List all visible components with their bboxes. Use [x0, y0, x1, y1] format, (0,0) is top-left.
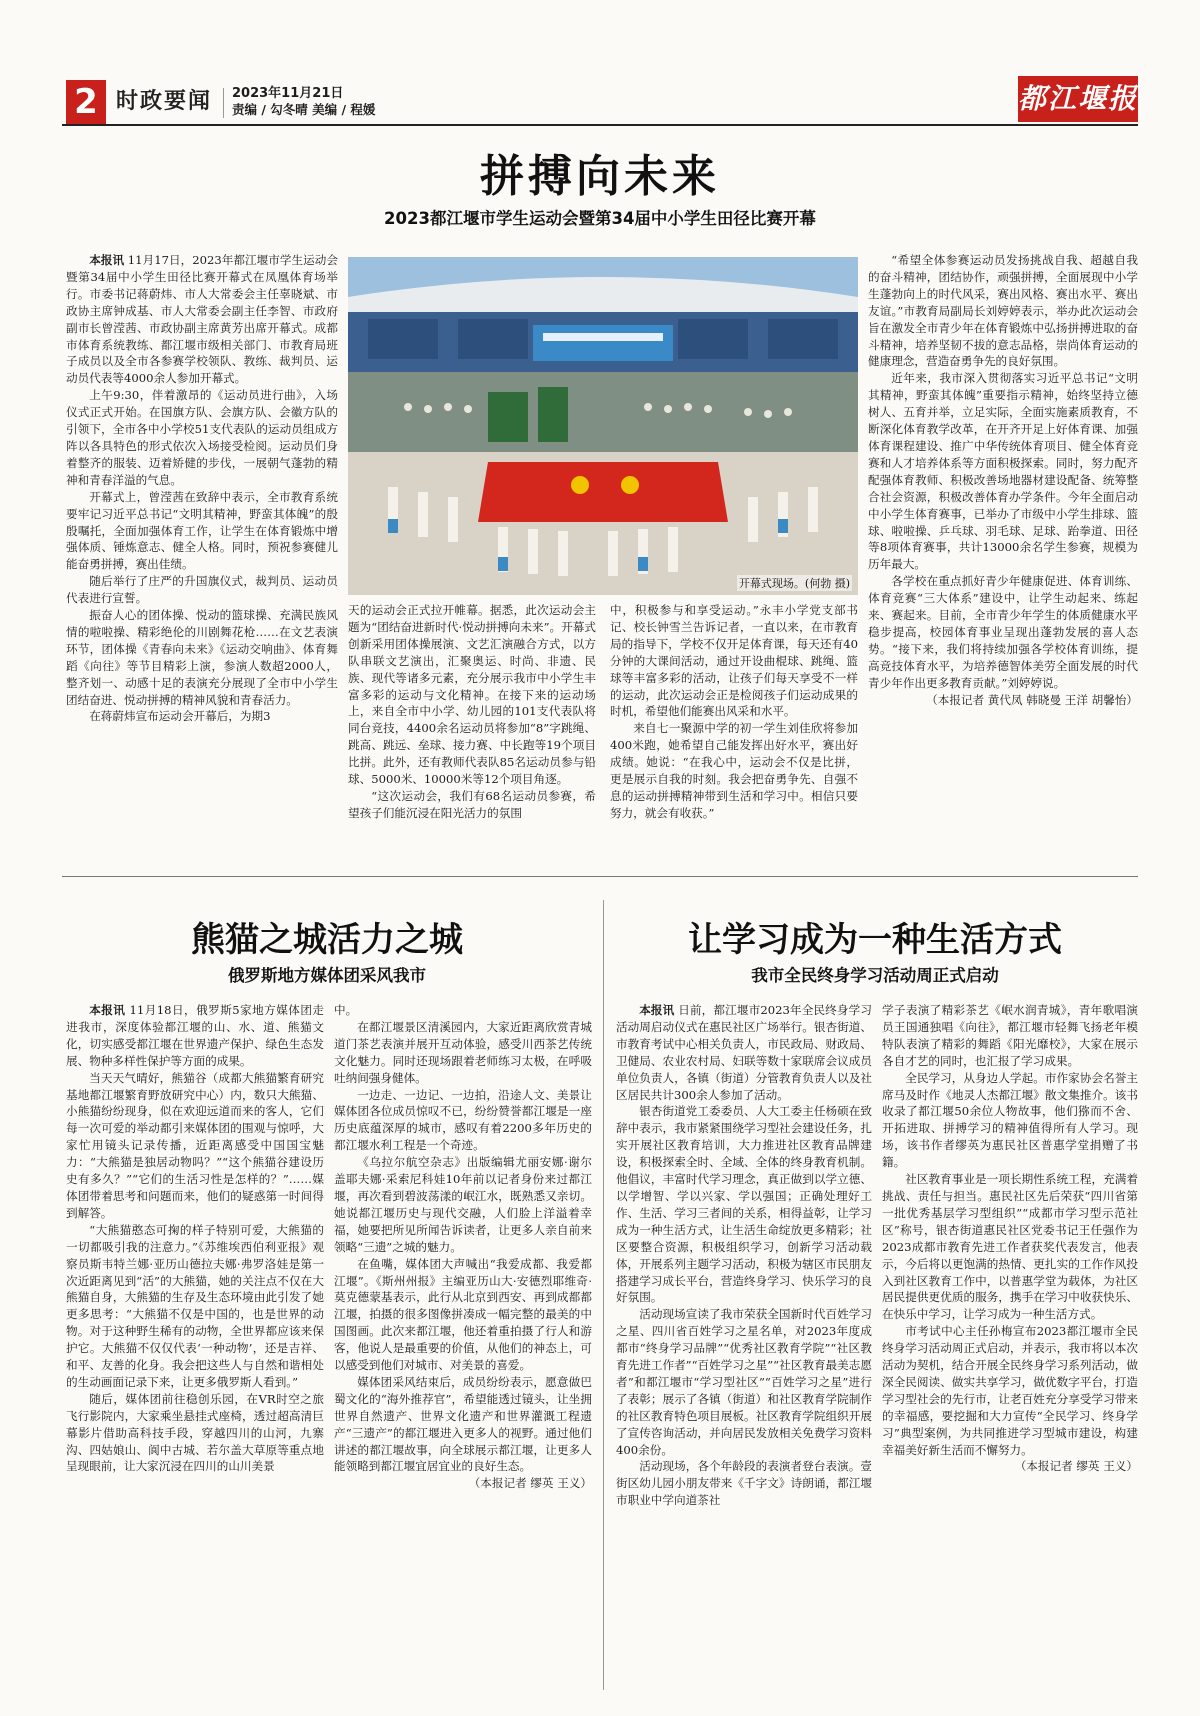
paragraph — [334, 1087, 592, 1155]
paragraph-text: 一边走、一边记、一边拍，沿途人文、美景让媒体团各位成员惊叹不已，纷纷赞誉都江堰是一座历史底蕴深厚的城市，感叹有着2200多年历史的都江堰水利工程是一个奇迹。 — [334, 1087, 592, 1153]
paragraph-text: “希望全体参赛运动员发扬挑战自我、超越自我的奋斗精神，团结协作，顽强拼搏，全面展现中小学生蓬勃向上的时代风采，赛出风格、赛出水平、赛出友谊。”市教育局副局长刘婷婷表示，举办此次运动会旨在激发全市青少年在体育锻炼中弘扬拼搏进取的奋斗精神，培养坚韧不拔的意志品格，崇尚体育运动的健康理念，营造奋勇争先的良好氛围。 — [868, 253, 1138, 369]
paragraph-text: （本报记者 缪英 王义） — [1014, 1459, 1138, 1474]
paragraph-text: 中，积极参与和享受运动。”永丰小学党支部书记、校长钟雪兰告诉记者，一直以来，在市教育局的指导下，学校不仅开足体育课，每天还有40分钟的大课间活动，通过开设曲棍球、跳绳、篮球等丰富多彩的活动，让孩子们每天享受不一样的运动，此次运动会正是检阅孩子们运动成果的时机，希望他们能赛出风采和水平。 — [610, 603, 858, 719]
paragraph — [66, 1002, 324, 1070]
paragraph-text: 来自七一聚源中学的初一学生刘佳欣将参加400米跑，她希望自己能发挥出好水平，赛出好成绩。她说：“在我心中，运动会不仅是比拼，更是展示自我的时刻。我会把奋勇争先、自强不息的运动拼搏精神带到生活和学习中。相信只要努力，就会有收获。” — [610, 721, 858, 820]
paragraph-text: 全民学习，从身边人学起。市作家协会名誉主席马及时作《地灵人杰都江堰》散文集推介。该书收录了都江堰50余位人物故事，他们猕而不舍、开拓进取、拼搏学习的精神值得所有人学习。现场，该书作者缪英为惠民社区普惠学堂捐赠了书籍。 — [882, 1070, 1138, 1170]
article3-column-2 — [882, 1002, 1138, 1687]
issue-date: 2023年11月21日 — [232, 86, 344, 101]
paragraph — [882, 1002, 1138, 1070]
paragraph — [616, 1458, 872, 1509]
article3-title: 让学习成为一种生活方式 — [688, 920, 1062, 960]
paragraph-text: 学子表演了精彩茶艺《岷水润青城》，青年歌唱演员王国通独唱《向往》，都江堰市轻舞飞扬老年模特队表演了精彩的舞蹈《阳光靡校》，大家在展示各自才艺的同时，也汇报了学习成果。 — [882, 1003, 1138, 1068]
photo-caption: 开幕式现场。(何勃 摄) — [738, 577, 850, 590]
paragraph-text: 振奋人心的团体操、悦动的篮球操、充满民族风情的啦啦操、精彩绝伦的川剧舞花枪……在文艺表演环节，团体操《青春向未来》《运动交响曲》、体育舞蹈《向往》等节目精彩上演，参演人数超2000人，整齐划一、动感十足的表演充分展现了全市中小学生团结奋进、悦动拼搏的精神风貌和青春活力。 — [66, 608, 338, 707]
paragraph — [616, 1306, 872, 1458]
paragraph — [334, 1019, 592, 1087]
paragraph-text: 媒体团采风结束后，成员纷纷表示，愿意做巴蜀文化的“海外推荐官”，希望能透过镜头，让坐拥世界自然遗产、世界文化遗产和世界灌溉工程遗产“三遗产”的都江堰进入更多人的视野。通过他们讲述的都江堰故事，向全球展示都江堰，让更多人能领略到都江堰宜居宜业的良好生态。 — [334, 1374, 592, 1474]
paragraph — [334, 1256, 592, 1374]
paragraph-text: 11月18日，俄罗斯5家地方媒体团走进我市，深度体验都江堰的山、水、道、熊猫文化，切实感受都江堰在世界遗产保护、绿色生态发展、物种多样性保护等方面的成果。 — [66, 1003, 324, 1068]
page-number: 2 — [66, 80, 106, 124]
paragraph-text: 当天天气晴好，熊猫谷（成都大熊猫繁育研究基地都江堰繁育野放研究中心）内，数只大熊猫、小熊猫纷纷现身，似在欢迎远道而来的客人，它们每一次可爱的举动都引来媒体团的围观与惊呼，大家忙用镜头记录传播，近距离感受中国国宝魅力：“大熊猫是独居动物吗？”“这个熊猫谷建设历史有多久？”“它们的生活习性是怎样的？”……媒体团带着思考和问题而来，他们的疑惑第一时间得到解答。 — [66, 1070, 324, 1220]
paragraph — [868, 573, 1138, 691]
article2-title: 熊猫之城活力之城 — [191, 920, 463, 960]
article3-subtitle: 我市全民终身学习活动周正式启动 — [751, 966, 999, 985]
dateline: 本报讯 — [89, 253, 125, 267]
paragraph-text: 近年来，我市深入贯彻落实习近平总书记“文明其精神，野蛮其体魄”重要指示精神，始终坚持立德树人、五育并举，立足实际，全面实施素质教育，不断深化体育教学改革，在开齐开足上好体育课、加强体育课程建设、推广中华传统体育项目、健全体育竞赛和人才培养体系等方面积极探索。同时，努力配齐配强体育教师、积极改善场地器材建设配备、统筹整合社会资源，积极改善体育办学条件。今年全面启动中小学生体育赛事，已举办了市级中小学生排球、篮球、啦啦操、乒乓球、羽毛球、足球、跆拳道、田径等8项体育赛事，共计13000余名学生参赛，规模为历年最大。 — [868, 371, 1138, 572]
paragraph — [882, 1171, 1138, 1323]
paragraph — [66, 1222, 324, 1391]
paragraph-text: 《乌拉尔航空杂志》出版编辑尤丽安娜·谢尔盖耶夫娜·采索尼科娃10年前以记者身份来过都江堰，再次看到碧波荡漾的岷江水，既熟悉又亲切。她说都江堰历史与现代交融，人们脸上洋溢着幸福，她要把所见所闻告诉读者，让更多人亲自前来领略“三遗”之城的魅力。 — [334, 1155, 592, 1254]
paragraph-text: 11月17日，2023年都江堰市学生运动会暨第34届中小学生田径比赛开幕式在凤凰体育场举行。市委书记蒋蔚炜、市人大常委会主任辜晓斌、市政协主席钟成基、市人大常委会副主任李智、市政府副市长曾滢茜、市政协副主席黄芳出席开幕式。成都市体育系统教练、都江堰市级相关部门、市教育局班子成员以及全市各参赛学校领队、教练、裁判员、运动员代表等4000余人参加开幕式。 — [66, 253, 338, 386]
paragraph-text: 活动现场，各个年龄段的表演者登台表演。壹街区幼儿园小朋友带来《千字文》诗朗诵，都江堰市职业中学向道茶社 — [616, 1459, 872, 1508]
paragraph — [868, 252, 1138, 370]
section-name: 时政要闻 — [116, 89, 213, 114]
dateline: 本报讯 — [89, 1003, 126, 1017]
paragraph-text: （本报记者 黄代凤 韩晓曼 王洋 胡馨怡） — [926, 692, 1138, 707]
paragraph — [66, 387, 338, 488]
paragraph-text: 随后举行了庄严的升国旗仪式，裁判员、运动员代表进行宣誓。 — [66, 574, 338, 606]
header-divider — [223, 88, 224, 118]
paragraph-text: 活动现场宣读了我市荣获全国新时代百姓学习之星、四川省百姓学习之星名单，对2023年度成都市“终身学习品牌”“优秀社区教育学院”“社区教育先进工作者”“百姓学习之星”“社区教育最美志愿者”和都江堰市“学习型社区”“百姓学习之星”进行了表彰；展示了各镇（街道）和社区教育学院制作的社区教育特色项目展板。社区教育学院组织开展了宣传咨询活动，并向居民发放相关免费学习资料400余份。 — [616, 1307, 872, 1457]
paragraph-text: 日前，都江堰市2023年全民终身学习活动周启动仪式在惠民社区广场举行。银杏街道、市教育考试中心相关负责人，市民政局、财政局、卫健局、农业农村局、妇联等数十家联席会议成员单位负责人，各镇（街道）分管教育负责人以及社区居民共计300余人参加了活动。 — [616, 1003, 872, 1102]
paragraph — [334, 1002, 592, 1019]
paragraph-text: 银杏街道党工委委员、人大工委主任杨硕在致辞中表示，我市紧紧围绕学习型社会建设任务，扎实开展社区教育培训，大力推进社区教育品牌建设，积极探索全时、全域、全体的终身教育机制。他倡议，丰富时代学习理念，真正做到以学立德、以学增智、学以兴家、学以强国；正确处理好工作、生活、学习三者间的关系，相得益彰，让学习成为一种生活方式，让生活生命绽放更多精彩；社区要整合资源，积极组织学习，创新学习活动载体，开展系列主题学习活动，积极为辖区市民朋友搭建学习成长平台，营造终身学习、快乐学习的良好氛围。 — [616, 1104, 872, 1305]
paragraph — [610, 602, 858, 720]
paragraph — [616, 1103, 872, 1306]
article3-column-1 — [616, 1002, 872, 1687]
article1-bottom-rule — [62, 876, 1138, 877]
paragraph-text: 随后，媒体团前往稳创乐园，在VR时空之旅飞行影院内，大家乘坐悬挂式座椅，透过超高清巨幕影片借助高科技手段，穿越四川的山河，九寨沟、四姑娘山、阆中古城、若尔盖大草原等重点地呈现眼前，让大家沉浸在四川的山川美景 — [66, 1391, 324, 1474]
paragraph-text: “这次运动会，我们有68名运动员参赛，希望孩子们能沉浸在阳光活力的氛围 — [348, 788, 596, 820]
article1-column-3 — [610, 602, 858, 872]
paragraph — [66, 1070, 324, 1222]
article2-subtitle: 俄罗斯地方媒体团采风我市 — [228, 966, 426, 985]
reporter-byline — [868, 692, 1138, 709]
paragraph — [66, 252, 338, 387]
article-divider — [603, 900, 604, 1690]
reporter-byline — [882, 1458, 1138, 1475]
article2-column-2 — [334, 1002, 592, 1687]
paragraph — [66, 489, 338, 574]
article2-column-1 — [66, 1002, 324, 1687]
paragraph-text: （本报记者 缪英 王义） — [468, 1476, 592, 1491]
header-rule — [62, 124, 1138, 126]
dateline: 本报讯 — [639, 1003, 675, 1017]
paragraph-text: 在都江堰景区清溪园内，大家近距离欣赏青城道门茶艺表演并展开互动体验，感受川西茶艺传统文化魅力。同时还现场跟着老师练习太极，在呼吸吐纳间强身健体。 — [334, 1019, 592, 1085]
paragraph-text: 中。 — [334, 1003, 358, 1017]
paragraph — [348, 788, 596, 822]
paragraph — [868, 370, 1138, 573]
newspaper-logo: 都江堰报 — [1018, 76, 1138, 122]
paragraph — [334, 1374, 592, 1475]
paragraph-text: 开幕式上，曾滢茜在致辞中表示，全市教育系统要牢记习近平总书记“文明其精神，野蛮其体魄”的殷殷嘱托，全面加强体育工作，让学生在体育锻炼中增强体质、锤炼意志、健全人格。同时，预祝参赛健儿能奋勇拼搏，赛出佳绩。 — [66, 489, 338, 572]
stadium-illustration — [348, 257, 858, 595]
paragraph — [348, 602, 596, 788]
article1-column-1 — [66, 252, 338, 872]
article1-title: 拼搏向未来 — [480, 151, 720, 202]
paragraph-text: 市考试中心主任孙梅宣布2023都江堰市全民终身学习活动周正式启动，并表示，我市将以本次活动为契机，结合开展全民终身学习系列活动，做深全民阅读、做实共享学习，做优数字平台，打造学习型社会的先行市，让老百姓充分享受学习带来的幸福感，要挖掘和大力宣传“全民学习、终身学习”典型案例，为共同推进学习型城市建设，构建幸福美好新生活而不懈努力。 — [882, 1324, 1138, 1457]
article1-subtitle: 2023都江堰市学生运动会暨第34届中小学生田径比赛开幕 — [384, 209, 816, 228]
article1-column-4 — [868, 252, 1138, 872]
paragraph — [882, 1323, 1138, 1458]
paragraph — [616, 1002, 872, 1103]
editor-credits: 责编 / 勾冬晴 美编 / 程媛 — [232, 102, 376, 117]
paragraph — [334, 1154, 592, 1255]
article1-column-2 — [348, 602, 596, 872]
paragraph — [66, 573, 338, 607]
paragraph-text: 在鱼嘴，媒体团大声喊出“我爱成都、我爱都江堰”。《斯州州报》主编亚历山大·安德烈耶维奇·莫克德蒙基表示，此行从北京到西安、再到成都都江堰，拍摄的很多图像拼凑成一幅完整的最美的中国图画。此次来都江堰，他还着重拍摄了行人和游客，他说人是最重要的价值，从他们的神态上，可以感受到他们对城市、对美景的喜爱。 — [334, 1256, 592, 1373]
paragraph — [66, 607, 338, 708]
paragraph — [66, 1391, 324, 1476]
reporter-byline — [334, 1475, 592, 1492]
paragraph — [882, 1070, 1138, 1171]
paragraph-text: 上午9:30，伴着激昂的《运动员进行曲》，入场仪式正式开始。在国旗方队、会旗方队、会徽方队的引领下，全市各中小学校51支代表队的运动员组成方阵以各具特色的形式依次入场接受检阅。运动员们身着整齐的服装、迈着矫健的步伐，一展朝气蓬勃的精神和青春洋溢的气息。 — [66, 388, 338, 487]
paragraph-text: 各学校在重点抓好青少年健康促进、体育训练、体育竞赛“三大体系”建设中，让学生动起来、练起来、赛起来。目前，全市青少年学生的体质健康水平稳步提高，校园体育事业呈现出蓬勃发展的喜人态势。“接下来，我们将持续加强各学校体育训练，提高竞技体育水平，为培养德智体美劳全面发展的时代青少年作出更多教育贡献。”刘婷婷说。 — [868, 574, 1138, 690]
paragraph-text: “大熊猫憨态可掬的样子特别可爱，大熊猫的一切都吸引我的注意力。”《苏维埃西伯利亚报》观察员斯韦特兰娜·亚历山德拉夫娜·弗罗洛娃是第一次近距离见到“活”的大熊猫，她的关注点不仅在大熊猫自身，大熊猫的生存及生态环境由此引发了她更多思考：“大熊猫不仅是中国的，也是世界的动物。对于这种野生稀有的动物，全世界都应该来保护它。大熊猫不仅仅代表‘一种动物’，还是吉祥、和平、友善的化身。我会把这些人与自然和谐相处的生动画面记录下来，让更多俄罗斯人看到。” — [66, 1222, 324, 1389]
paragraph-text: 天的运动会正式拉开帷幕。据悉，此次运动会主题为“团结奋进新时代·悦动拼搏向未来”。开幕式创新采用团体操展演、文艺汇演融合方式，以方队串联文艺演出，汇聚奥运、时尚、非遗、民族、现代等诸多元素，充分展示我市中小学生丰富多彩的运动与文化精神。在接下来的运动场上，来自全市中小学、幼儿园的101支代表队将同台竞技，4400余名运动员将参加“8”字跳绳、跳高、跳远、垒球、接力赛、中长跑等19个项目比拼。此外，还有教师代表队85名运动员参与铅球、5000米、10000米等12个项目角逐。 — [348, 603, 596, 787]
paragraph — [610, 720, 858, 821]
paragraph-text: 社区教育事业是一项长期性系统工程，充满着挑战、责任与担当。惠民社区先后荣获“四川省第一批优秀基层学习型组织”“成都市学习型示范社区”称号，银杏街道惠民社区党委书记王任强作为2023成都市教育先进工作者获奖代表发言，他表示，今后将以更饱满的热情、更扎实的工作作风投入到社区教育工作中，以普惠学堂为载体，为社区居民提供更优质的服务，携手在学习中收获快乐、在快乐中学习，让学习成为一种生活方式。 — [882, 1172, 1138, 1322]
paragraph-text: 在蒋蔚炜宣布运动会开幕后，为期3 — [89, 709, 271, 724]
paragraph — [66, 708, 338, 725]
opening-ceremony-photo — [348, 257, 858, 595]
